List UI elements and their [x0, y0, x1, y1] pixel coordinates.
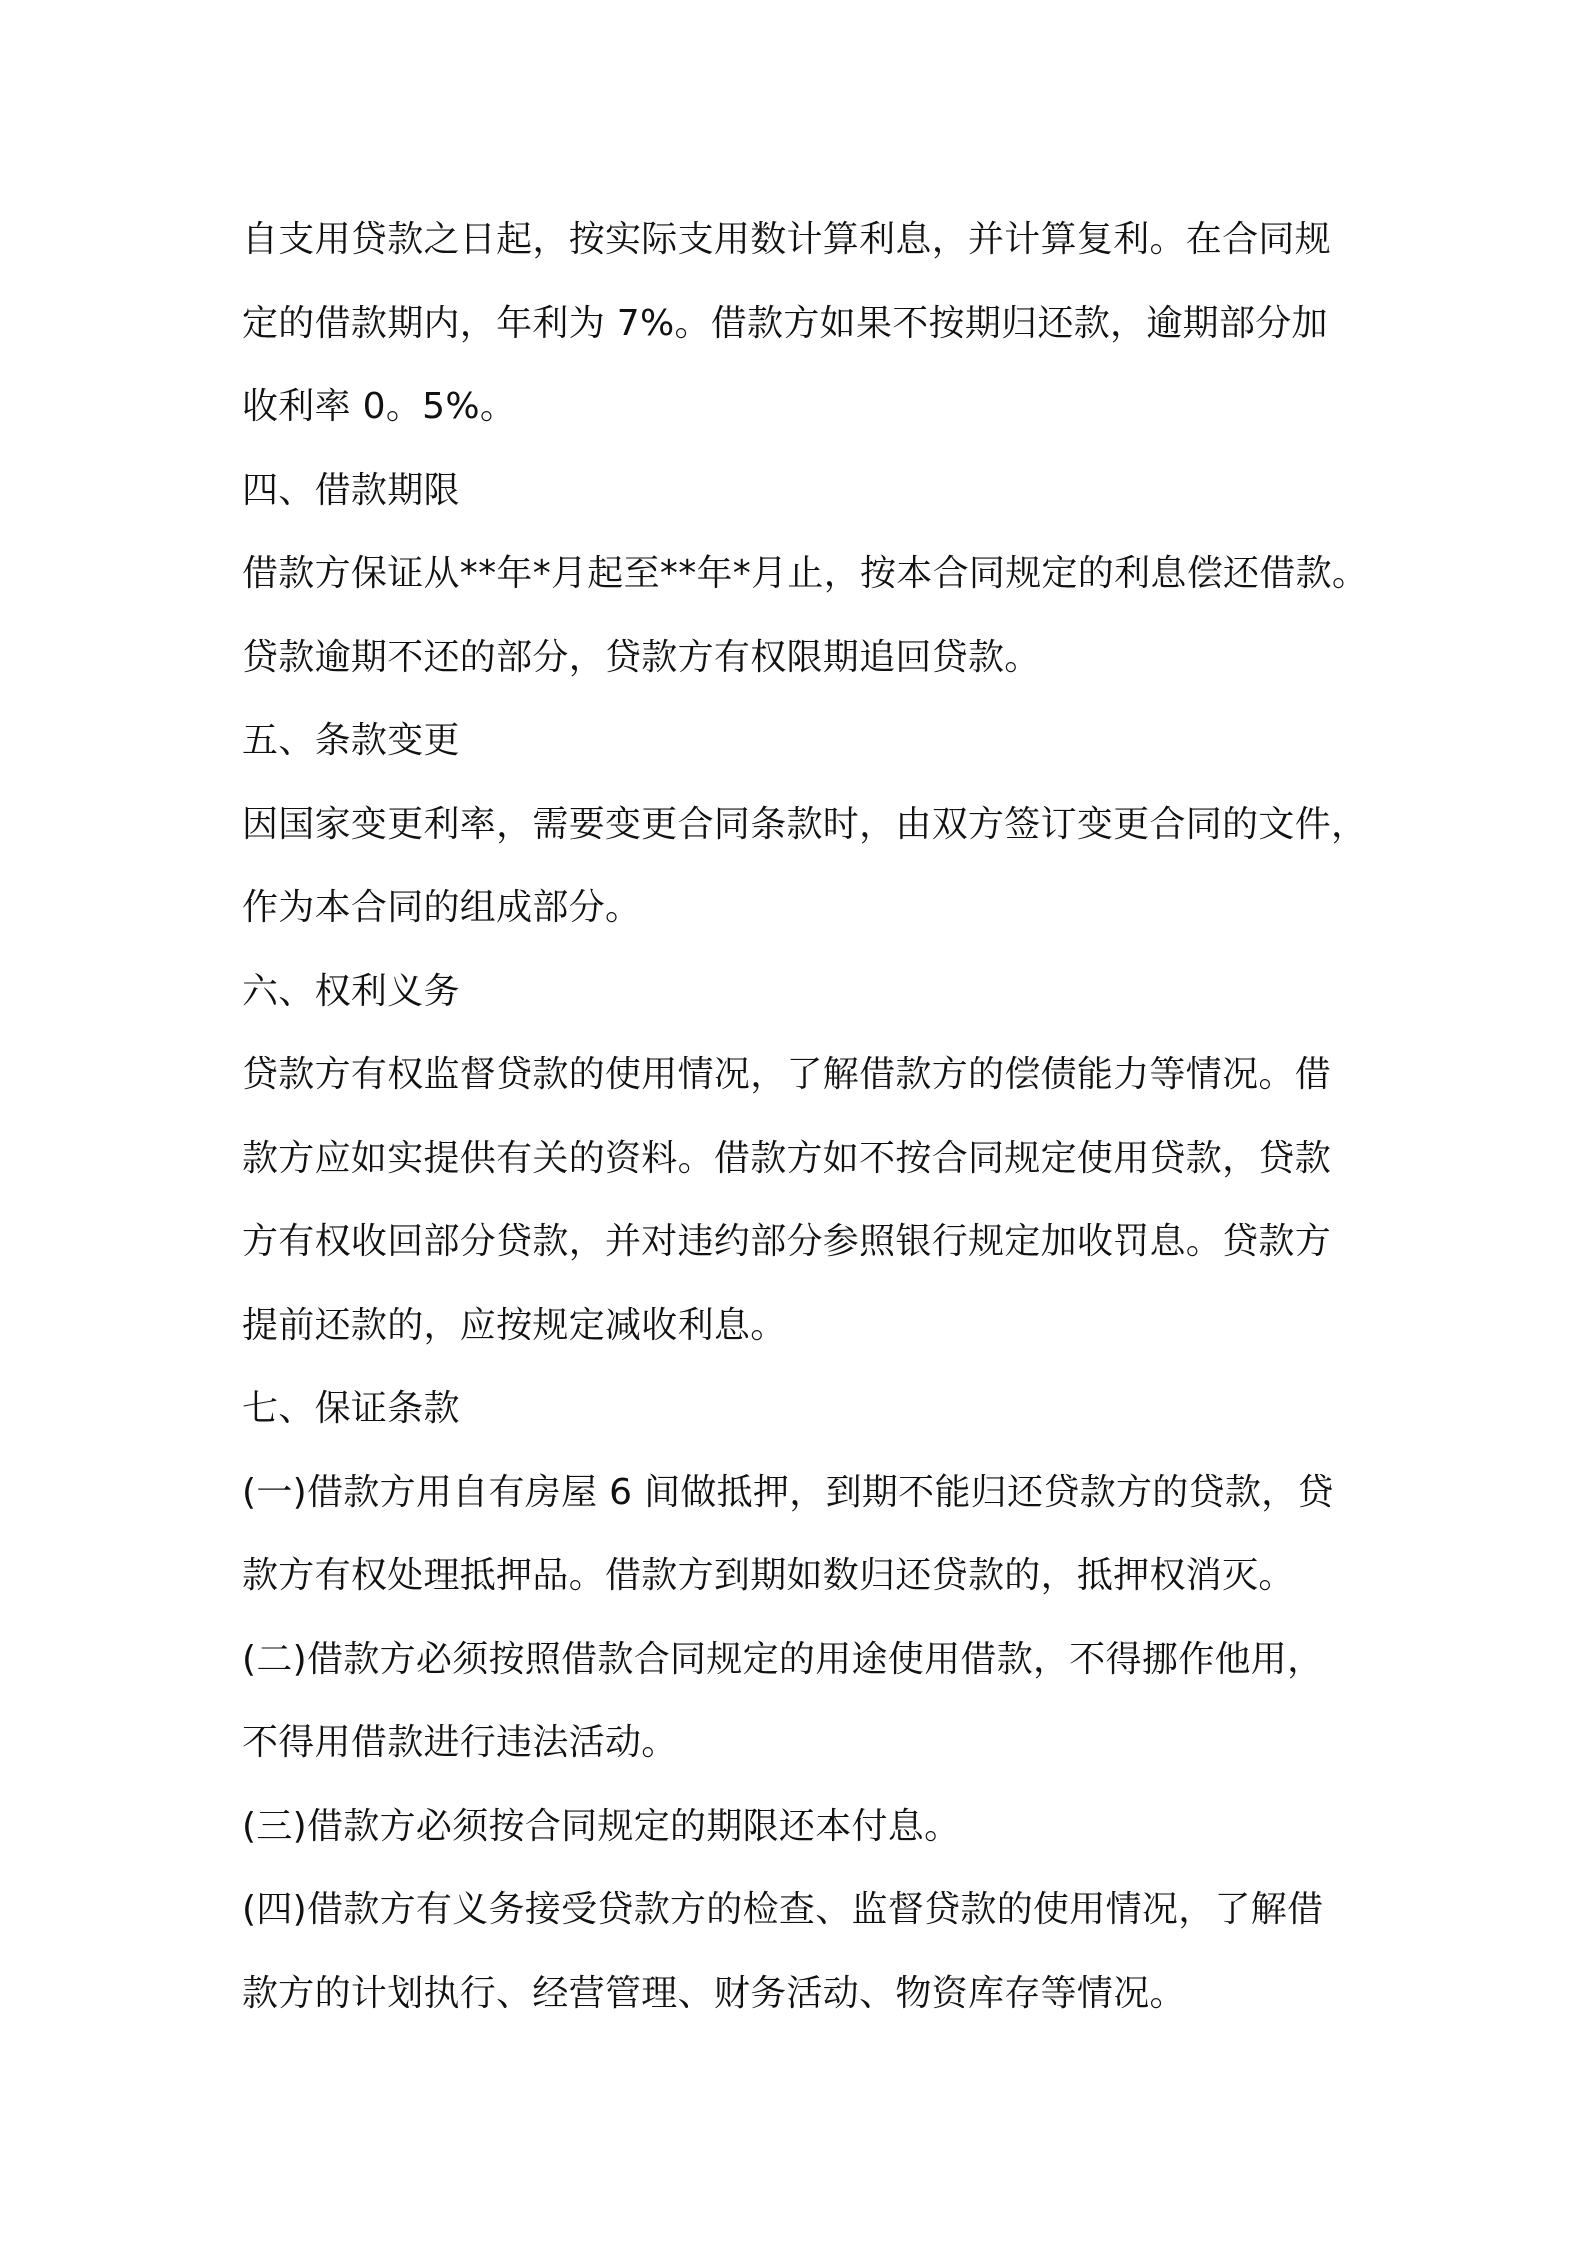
text-line: 款方有权处理抵押品。借款方到期如数归还贷款的，抵押权消灭。 [242, 1555, 1295, 1596]
text-line: 自支用贷款之日起，按实际支用数计算利息，并计算复利。在合同规 [242, 219, 1332, 260]
text-line: (四)借款方有义务接受贷款方的检查、监督贷款的使用情况，了解借 [242, 1889, 1324, 1930]
text-line: 款方应如实提供有关的资料。借款方如不按合同规定使用贷款，贷款 [242, 1137, 1332, 1179]
text-line: (一)借款方用自有房屋 6 间做抵押，到期不能归还贷款方的贷款，贷 [242, 1471, 1334, 1513]
text-line: 收利率 0。5%。 [242, 386, 517, 427]
document-body [242, 198, 1369, 2035]
section-heading-loan-term: 四、借款期限 [242, 469, 460, 511]
text-line: 方有权收回部分贷款，并对违约部分参照银行规定加收罚息。贷款方 [242, 1221, 1332, 1262]
text-line: 贷款方有权监督贷款的使用情况，了解借款方的偿债能力等情况。借 [242, 1054, 1332, 1095]
text-line: 作为本合同的组成部分。 [242, 887, 642, 928]
text-line: 提前还款的，应按规定减收利息。 [242, 1304, 787, 1346]
text-line: 贷款逾期不还的部分，贷款方有权限期追回贷款。 [242, 636, 1041, 678]
text-line: 借款方保证从**年*月起至**年*月止，按本合同规定的利息偿还借款。 [242, 553, 1369, 594]
text-line: (三)借款方必须按合同规定的期限还本付息。 [242, 1805, 961, 1847]
text-line: 款方的计划执行、经营管理、财务活动、物资库存等情况。 [242, 1972, 1186, 2014]
section-heading-clause-change: 五、条款变更 [242, 720, 460, 761]
text-line: 定的借款期内，年利为 7%。借款方如果不按期归还款，逾期部分加 [242, 302, 1328, 344]
text-line: (二)借款方必须按照借款合同规定的用途使用借款，不得挪作他用， [242, 1638, 1324, 1680]
text-line: 不得用借款进行违法活动。 [242, 1722, 678, 1763]
section-heading-rights-obligations: 六、权利义务 [242, 970, 460, 1012]
text-line: 因国家变更利率，需要变更合同条款时，由双方签订变更合同的文件， [242, 803, 1368, 845]
section-heading-guarantee-terms: 七、保证条款 [242, 1388, 460, 1429]
